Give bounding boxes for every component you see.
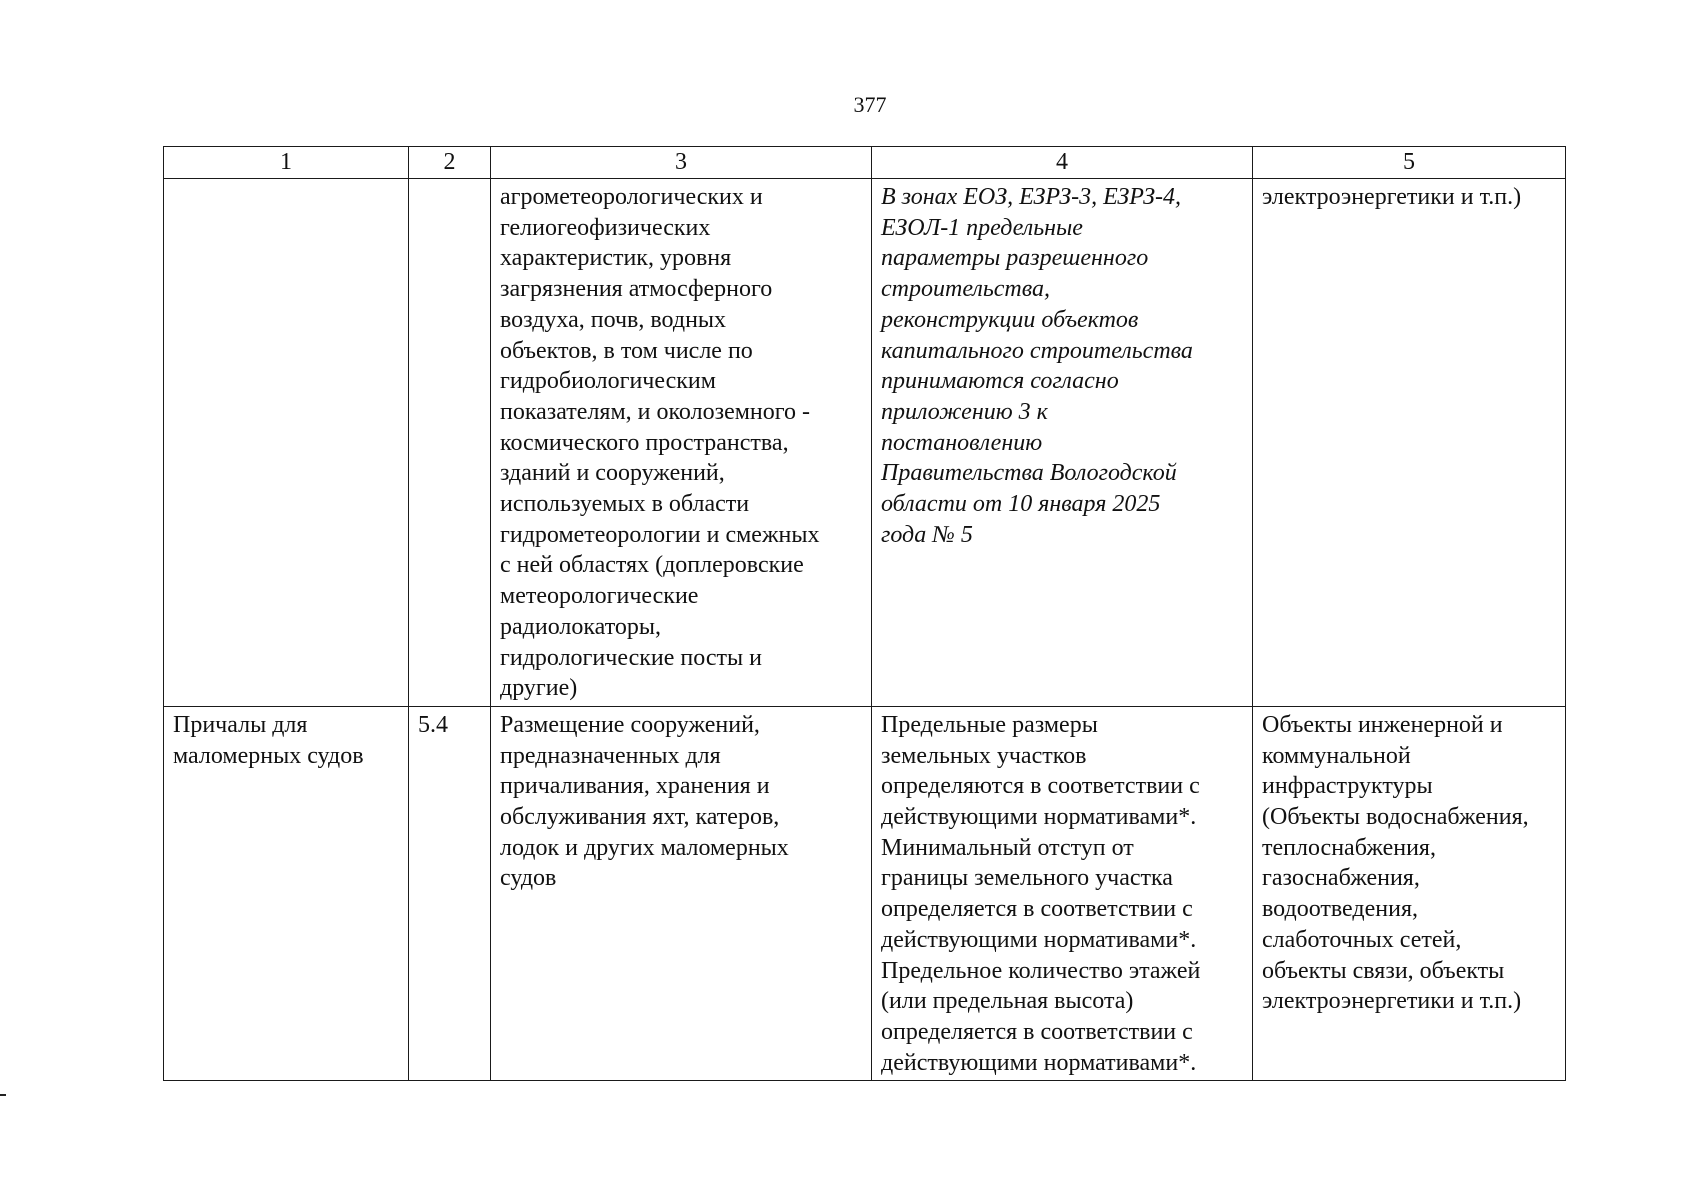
column-number-4: 4 — [872, 147, 1253, 179]
use-description-cell: Размещение сооружений, предназначенных для причаливания, хранения и обслуживания яхт, катеров, лодок и других маломерных судов — [491, 706, 872, 1080]
column-number-5: 5 — [1253, 147, 1566, 179]
page-number: 377 — [853, 92, 887, 117]
scan-artifact-mark — [0, 1094, 6, 1096]
column-number-2: 2 — [409, 147, 491, 179]
permitted-use-name-cell: Причалы для маломерных судов — [164, 706, 409, 1080]
zoning-regulations-table — [163, 146, 1566, 1081]
column-number-3: 3 — [491, 147, 872, 179]
auxiliary-uses-cell: Объекты инженерной и коммунальной инфраструктуры (Объекты водоснабжения, теплоснабжения, газоснабжения, водоотведения, слаботочных сетей, объекты связи, объекты электроэнергетики и т.п.) — [1253, 706, 1566, 1080]
column-number-1: 1 — [164, 147, 409, 179]
use-code-cell — [409, 179, 491, 707]
table-row-continuation — [164, 179, 1566, 707]
use-code-cell: 5.4 — [409, 706, 491, 1080]
limit-parameters-cell: В зонах ЕОЗ, ЕЗРЗ-3, ЕЗРЗ-4, ЕЗОЛ-1 предельные параметры разрешенного строительства, реконструкции объектов капитального строительства принимаются согласно приложению 3 к постановлению Правительства Вологодской области от 10 января 2025 года № 5 — [872, 179, 1253, 707]
auxiliary-uses-cell: электроэнергетики и т.п.) — [1253, 179, 1566, 707]
table-row-moorings — [164, 706, 1566, 1080]
table-header-row — [164, 147, 1566, 179]
use-description-cell: агрометеорологических и гелиогеофизических характеристик, уровня загрязнения атмосферного воздуха, почв, водных объектов, в том числе по гидробиологическим показателям, и околоземного - космического пространства, зданий и сооружений, используемых в области гидрометеорологии и смежных с ней областях (доплеровские метеорологические радиолокаторы, гидрологические посты и другие) — [491, 179, 872, 707]
limit-parameters-cell: Предельные размеры земельных участков определяются в соответствии с действующими нормативами*. Минимальный отступ от границы земельного участка определяется в соответствии с действующими нормативами*. Предельное количество этажей (или предельная высота) определяется в соответствии с действующими нормативами*. — [872, 706, 1253, 1080]
permitted-use-name-cell — [164, 179, 409, 707]
